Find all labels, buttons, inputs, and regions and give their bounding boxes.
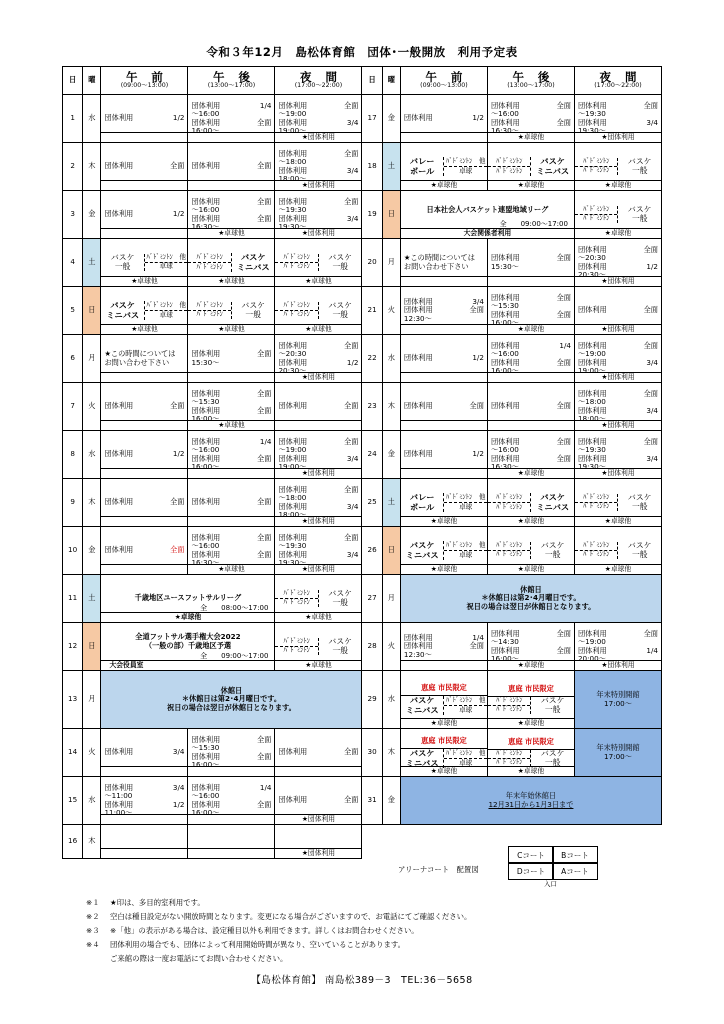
slot-pm: 団体利用 全面 15:30～ (188, 335, 275, 383)
slot-am: 団体利用 全面 (101, 479, 188, 527)
slot-am: 団体利用 3/4 (101, 729, 188, 777)
slot-pm: 団体利用 全面 ～15:30 団体利用 全面 16:00～ ★卓球他 (487, 287, 574, 335)
court-diagram (508, 846, 598, 888)
slot-ev: ﾊﾞﾄﾞﾐﾝﾄﾝ ﾊﾞﾄﾞﾐﾝﾄﾝ バスケ 一般 ★卓球他 (574, 527, 661, 575)
slot-am: 団体利用 1/2 (101, 191, 188, 239)
slot-pm: 団体利用 全面 (188, 143, 275, 191)
footer: 【島松体育館】 南島松389－3 TEL:36－5658 (251, 975, 473, 986)
day-number: 25 (362, 479, 382, 527)
day-number: 21 (362, 287, 382, 335)
slot-pm: 団体利用 全面 ～15:30 団体利用 全面 16:00～ ★卓球他 (188, 383, 275, 431)
day-number: 6 (63, 335, 83, 383)
slot-ev: 団体利用 全面 (275, 383, 362, 431)
page-title: 令和３年12月 島松体育館 団体･一般開放 利用予定表 (206, 45, 518, 59)
day-number: 31 (362, 777, 382, 825)
day-of-week: 水 (382, 335, 400, 383)
court-c: Cコート (508, 846, 554, 864)
slot-am: 団体利用 全面 (101, 143, 188, 191)
day-number: 7 (63, 383, 83, 431)
header-day: 日 (362, 67, 382, 95)
day-of-week: 木 (83, 143, 101, 191)
slot-am: 団体利用 3/4 団体利用 全面 12:30～ (400, 287, 487, 335)
slot-ev: 団体利用 全面 ～19:00 団体利用 1/4 20:00～ ★団体利用 (574, 623, 661, 671)
header-slot: 午後 (13:00～17:00) (188, 67, 275, 95)
slot-am: バスケ ミニバス ﾊﾞﾄﾞﾐﾝﾄﾝ 他 卓球 ★卓球他 (101, 287, 188, 335)
day-of-week: 月 (83, 671, 101, 729)
day-number: 17 (362, 95, 382, 143)
notes (86, 896, 686, 966)
note-line: ※３ ※「他」の表示がある場合は、設定種目以外も利用できます。詳しくはお問合わせください。 (86, 926, 419, 935)
day-of-week: 土 (382, 479, 400, 527)
slot-am: バスケ ミニバス ﾊﾞﾄﾞﾐﾝﾄﾝ 他 卓球 ★卓球他 (400, 527, 487, 575)
slot-pm: ﾊﾞﾄﾞﾐﾝﾄﾝ ﾊﾞﾄﾞﾐﾝﾄﾝ バスケ 一般 ★卓球他 (487, 527, 574, 575)
slot-am: ★この時間については お問い合わせ下さい (400, 239, 487, 287)
day-of-week: 土 (83, 575, 101, 623)
slot-pm: 団体利用 全面 ～15:30 団体利用 全面 16:00～ (188, 729, 275, 777)
slot-pm: 団体利用 全面 ～14:30 団体利用 全面 16:00～ ★卓球他 (487, 623, 574, 671)
slot-pm: 団体利用 1/4 ～16:00 団体利用 全面 16:00～ (487, 335, 574, 383)
header-dow: 曜 (382, 67, 400, 95)
header-day: 日 (63, 67, 83, 95)
day-number: 24 (362, 431, 382, 479)
day-number: 12 (63, 623, 83, 671)
header-slot: 午前 (09:00～13:00) (400, 67, 487, 95)
slot-am: ★この時間については お問い合わせ下さい (101, 335, 188, 383)
court-d: Dコート (508, 862, 554, 880)
slot-pm (188, 825, 275, 859)
slot-pm: ﾊﾞﾄﾞﾐﾝﾄﾝ ﾊﾞﾄﾞﾐﾝﾄﾝ バスケ ミニバス ★卓球他 (188, 239, 275, 287)
header-slot: 午前 (09:00～13:00) (101, 67, 188, 95)
day-number: 18 (362, 143, 382, 191)
event-cell: 千歳地区ユースフットサルリーグ 全 08:00～17:00 ★卓球他 (101, 575, 275, 623)
court-a: Aコート (552, 862, 598, 880)
slot-am: 団体利用 1/4 団体利用 全面 12:30～ (400, 623, 487, 671)
day-number: 27 (362, 575, 382, 623)
closed-day: 休館日 ＊休館日は第2･4月曜日です。 祝日の場合は翌日が休館日となります。 (400, 575, 661, 623)
day-number: 22 (362, 335, 382, 383)
court-label: アリーナコート 配置図 (398, 865, 479, 874)
slot-am: バレー ボール ﾊﾞﾄﾞﾐﾝﾄﾝ 他 卓球 ★卓球他 (400, 479, 487, 527)
special-open: 年末特別開館 17:00～ (574, 729, 661, 777)
day-number: 14 (63, 729, 83, 777)
day-number: 11 (63, 575, 83, 623)
day-number: 4 (63, 239, 83, 287)
slot-ev: ﾊﾞﾄﾞﾐﾝﾄﾝ ﾊﾞﾄﾞﾐﾝﾄﾝ バスケ 一般 ★卓球他 (574, 479, 661, 527)
schedule-table: 日 曜 午前 (09:00～13:00) 午後 (13:00～17:00) 夜間 (17:00～22:00) 日 曜 午前 (09:00～13:00) 午後 (13:00～17:00) 夜間 (17:00～22:00) 1 水 団体利用 1/2 団体利用 1/4 ～16:00 団体利用 全面 16:00～ 団体利用 全面 ～19:00 団体利用 3/4 19:00～ ★団体利用 17 金 団体利用 1/2 団体利用 全面 ～16:00 団体利用 全面 16:30～ ★卓球他 団体利用 全面 ～19:30 団体利用 3/4 19:30～ ★団体利用 2 木 団体利用 全面 団体利用 全面 団体利用 全面 ～18:00 団体利用 3/4 18:00～ ★団体利用 18 土 バレー ボール ﾊﾞﾄﾞﾐﾝﾄﾝ 他 卓球 ★卓球他 ﾊﾞﾄﾞﾐﾝﾄﾝ ﾊﾞﾄﾞﾐﾝﾄﾝ バスケ ミニバス ★卓球他 ﾊﾞﾄﾞﾐﾝﾄﾝ ﾊﾞﾄﾞﾐﾝﾄﾝ バスケ 一般 ★卓球他 3 金 団体利用 1/2 団体利用 全面 ～16:00 団体利用 全面 16:30～ ★卓球他 団体利用 全面 ～19:30 団体利用 3/4 19:30～ ★団体利用 19 日 日本社会人バスケット連盟地域リーグ 全 09:00～17:00 大会関係者利用 ﾊﾞﾄﾞﾐﾝﾄﾝ ﾊﾞﾄﾞﾐﾝﾄﾝ バスケ 一般 ★卓球他 4 土 バスケ 一般 ﾊﾞﾄﾞﾐﾝﾄﾝ 他 卓球 ★卓球他 ﾊﾞﾄﾞﾐﾝﾄﾝ ﾊﾞﾄﾞﾐﾝﾄﾝ バスケ ミニバス ★卓球他 ﾊﾞﾄﾞﾐﾝﾄﾝ ﾊﾞﾄﾞﾐﾝﾄﾝ バスケ 一般 ★卓球他 20 月 ★この時間については お問い合わせ下さい 団体利用 全面 15:30～ 団体利用 全面 ～20:30 団体利用 1/2 20:30～ ★団体利用 5 日 バスケ ミニバス ﾊﾞﾄﾞﾐﾝﾄﾝ 他 卓球 ★卓球他 ﾊﾞﾄﾞﾐﾝﾄﾝ ﾊﾞﾄﾞﾐﾝﾄﾝ バスケ 一般 ★卓球他 ﾊﾞﾄﾞﾐﾝﾄﾝ ﾊﾞﾄﾞﾐﾝﾄﾝ バスケ 一般 ★卓球他 21 火 団体利用 3/4 団体利用 全面 12:30～ 団体利用 全面 ～15:30 団体利用 全面 16:00～ ★卓球他 団体利用 全面 ★団体利用 6 月 ★この時間については お問い合わせ下さい 団体利用 全面 15:30～ 団体利用 全面 ～20:30 団体利用 1/2 20:30～ ★団体利用 22 水 団体利用 1/2 団体利用 1/4 ～16:00 団体利用 全面 16:00～ 団体利用 全面 ～19:00 団体利用 3/4 19:00～ ★団体利用 7 火 団体利用 全面 団体利用 全面 ～15:30 団体利用 全面 16:00～ ★卓球他 団体利用 全面 23 木 団体利用 全面 団体利用 全面 団体利用 全面 ～18:00 団体利用 3/4 18:00～ ★団体利用 8 水 団体利用 1/2 団体利用 1/4 ～16:00 団体利用 全面 16:00～ 団体利用 全面 ～19:00 団体利用 3/4 19:00～ ★団体利用 24 金 団体利用 1/2 団体利用 全面 ～16:00 団体利用 全面 16:30～ ★卓球他 団体利用 全面 ～19:30 団体利用 3/4 19:30～ ★団体利用 9 木 団体利用 全面 団体利用 全面 団体利用 全面 ～18:00 団体利用 3/4 18:00～ ★団体利用 25 土 バレー ボール ﾊﾞﾄﾞﾐﾝﾄﾝ 他 卓球 ★卓球他 ﾊﾞﾄﾞﾐﾝﾄﾝ ﾊﾞﾄﾞﾐﾝﾄﾝ バスケ ミニバス ★卓球他 ﾊﾞﾄﾞﾐﾝﾄﾝ ﾊﾞﾄﾞﾐﾝﾄﾝ バスケ 一般 ★卓球他 10 金 団体利用 全面 団体利用 全面 ～16:00 団体利用 全面 16:30～ ★卓球他 団体利用 全面 ～19:30 団体利用 3/4 19:30～ ★団体利用 26 日 バスケ ミニバス ﾊﾞﾄﾞﾐﾝﾄﾝ 他 卓球 ★卓球他 ﾊﾞﾄﾞﾐﾝﾄﾝ ﾊﾞﾄﾞﾐﾝﾄﾝ バスケ 一般 ★卓球他 ﾊﾞﾄﾞﾐﾝﾄﾝ ﾊﾞﾄﾞﾐﾝﾄﾝ バスケ 一般 ★卓球他 11 土 千歳地区ユースフットサルリーグ 全 08:00～17:00 ★卓球他 ﾊﾞﾄﾞﾐﾝﾄﾝ ﾊﾞﾄﾞﾐﾝﾄﾝ バスケ 一般 ★卓球他 27 月 休館日 ＊休館日は第2･4月曜日です。 祝日の場合は翌日が休館日となります。 12 日 全道フットサル選手権大会2022 （一般の部）千歳地区予選 全 09:00～17:00 大会役員室 ﾊﾞﾄﾞﾐﾝﾄﾝ ﾊﾞﾄﾞﾐﾝﾄﾝ バスケ 一般 ★卓球他 28 火 団体利用 1/4 団体利用 全面 12:30～ 団体利用 全面 ～14:30 団体利用 全面 16:00～ ★卓球他 団体利用 全面 ～19:00 団体利用 1/4 20:00～ ★団体利用 13 月 休館日 ＊休館日は第2･4月曜日です。 祝日の場合は翌日が休館日となります。 29 水 恵庭 市民限定 バスケ ミニバス ﾊﾞﾄﾞﾐﾝﾄﾝ 他 卓球 ★卓球他 恵庭 市民限定 ﾊﾞﾄﾞﾐﾝﾄﾝ ﾊﾞﾄﾞﾐﾝﾄﾝ バスケ 一般 ★卓球他 年末特別開館 17:00～ 14 火 団体利用 3/4 団体利用 全面 ～15:30 団体利用 全面 16:00～ 団体利用 全面 30 木 恵庭 市民限定 バスケ ミニバス ﾊﾞﾄﾞﾐﾝﾄﾝ 他 卓球 ★卓球他 恵庭 市民限定 ﾊﾞﾄﾞﾐﾝﾄﾝ ﾊﾞﾄﾞﾐﾝﾄﾝ バスケ 一般 ★卓球他 年末特別開館 17:00～ 15 水 団体利用 3/4 ～11:00 団体利用 1/2 11:00～ 団体利用 1/4 ～16:00 団体利用 全面 16:00～ 団体利用 全面 ★団体利用 31 金 年末年始休館日 12月31日から1月3日まで 16 木 ★団体利用 (62, 66, 662, 859)
day-number: 5 (63, 287, 83, 335)
day-of-week: 木 (382, 383, 400, 431)
closed-day: 年末年始休館日 12月31日から1月3日まで (400, 777, 661, 825)
day-number: 3 (63, 191, 83, 239)
note-line: ※２ 空白は種目設定がない開放時間となります。変更になる場合がございますので、お電話にてご確認ください。 (86, 912, 472, 921)
event-cell: 日本社会人バスケット連盟地域リーグ 全 09:00～17:00 大会関係者利用 (400, 191, 574, 239)
day-of-week: 火 (382, 287, 400, 335)
day-number: 10 (63, 527, 83, 575)
day-number: 1 (63, 95, 83, 143)
slot-am: 団体利用 全面 (101, 527, 188, 575)
slot-ev: 団体利用 全面 ～19:30 団体利用 3/4 19:30～ ★団体利用 (574, 95, 661, 143)
slot-am: バレー ボール ﾊﾞﾄﾞﾐﾝﾄﾝ 他 卓球 ★卓球他 (400, 143, 487, 191)
slot-am: 団体利用 1/2 (400, 95, 487, 143)
day-of-week: 火 (83, 383, 101, 431)
day-of-week: 月 (382, 575, 400, 623)
header-dow: 曜 (83, 67, 101, 95)
note-line: ※４ 団体利用の場合でも、団体によって利用開始時間が異なり、空いていることがあります。 (86, 940, 406, 949)
slot-pm: 団体利用 1/4 ～16:00 団体利用 全面 16:00～ (188, 95, 275, 143)
day-of-week: 月 (382, 239, 400, 287)
event-cell: 全道フットサル選手権大会2022 （一般の部）千歳地区予選 全 09:00～17:00 大会役員室 (101, 623, 275, 671)
day-number: 20 (362, 239, 382, 287)
slot-ev: 団体利用 全面 (275, 729, 362, 777)
slot-ev: 団体利用 全面 ～20:30 団体利用 1/2 20:30～ ★団体利用 (275, 335, 362, 383)
day-of-week: 木 (83, 825, 101, 859)
day-number: 30 (362, 729, 382, 777)
slot-am: バスケ 一般 ﾊﾞﾄﾞﾐﾝﾄﾝ 他 卓球 ★卓球他 (101, 239, 188, 287)
slot-ev: ★団体利用 (275, 825, 362, 859)
day-of-week: 水 (83, 431, 101, 479)
slot-ev: 団体利用 全面 ★団体利用 (275, 777, 362, 825)
header-slot: 夜間 (17:00～22:00) (275, 67, 362, 95)
slot-pm: 団体利用 全面 ～16:00 団体利用 全面 16:30～ ★卓球他 (487, 431, 574, 479)
day-number: 28 (362, 623, 382, 671)
special-open: 年末特別開館 17:00～ (574, 671, 661, 729)
day-of-week: 木 (83, 479, 101, 527)
day-of-week: 火 (382, 623, 400, 671)
slot-ev: 団体利用 全面 ～18:00 団体利用 3/4 18:00～ ★団体利用 (574, 383, 661, 431)
slot-pm: ﾊﾞﾄﾞﾐﾝﾄﾝ ﾊﾞﾄﾞﾐﾝﾄﾝ バスケ ミニバス ★卓球他 (487, 143, 574, 191)
header-slot: 午後 (13:00～17:00) (487, 67, 574, 95)
slot-pm: 団体利用 1/4 ～16:00 団体利用 全面 16:00～ (188, 777, 275, 825)
court-entrance: 入口 (544, 880, 557, 888)
slot-pm: 団体利用 全面 (188, 479, 275, 527)
slot-ev: 団体利用 全面 ～19:30 団体利用 3/4 19:30～ ★団体利用 (574, 431, 661, 479)
slot-am: 団体利用 3/4 ～11:00 団体利用 1/2 11:00～ (101, 777, 188, 825)
court-b: Bコート (552, 846, 598, 864)
day-number: 23 (362, 383, 382, 431)
slot-ev: 団体利用 全面 ★団体利用 (574, 287, 661, 335)
day-of-week: 水 (382, 671, 400, 729)
day-of-week: 水 (83, 777, 101, 825)
slot-ev: 団体利用 全面 ～19:00 団体利用 3/4 19:00～ ★団体利用 (275, 431, 362, 479)
slot-am: 団体利用 1/2 (101, 95, 188, 143)
slot-ev: ﾊﾞﾄﾞﾐﾝﾄﾝ ﾊﾞﾄﾞﾐﾝﾄﾝ バスケ 一般 ★卓球他 (275, 239, 362, 287)
slot-am: 団体利用 全面 (101, 383, 188, 431)
day-of-week: 火 (83, 729, 101, 777)
day-number: 9 (63, 479, 83, 527)
slot-ev: 団体利用 全面 ～18:00 団体利用 3/4 18:00～ ★団体利用 (275, 143, 362, 191)
day-of-week: 土 (83, 239, 101, 287)
day-of-week: 日 (83, 623, 101, 671)
day-of-week: 金 (382, 777, 400, 825)
slot-pm: 団体利用 1/4 ～16:00 団体利用 全面 16:00～ (188, 431, 275, 479)
slot-ev: 団体利用 全面 ～19:00 団体利用 3/4 19:00～ ★団体利用 (275, 95, 362, 143)
slot-pm: ﾊﾞﾄﾞﾐﾝﾄﾝ ﾊﾞﾄﾞﾐﾝﾄﾝ バスケ 一般 ★卓球他 (188, 287, 275, 335)
day-number: 26 (362, 527, 382, 575)
slot-am: 団体利用 1/2 (101, 431, 188, 479)
slot-ev: 団体利用 全面 ～19:30 団体利用 3/4 19:30～ ★団体利用 (275, 191, 362, 239)
slot-am: 団体利用 全面 (400, 383, 487, 431)
day-of-week: 土 (382, 143, 400, 191)
note-line: ご来館の際は一度お電話にてお問い合わせください。 (110, 954, 288, 963)
slot-am: 団体利用 1/2 (400, 335, 487, 383)
closed-day: 休館日 ＊休館日は第2･4月曜日です。 祝日の場合は翌日が休館日となります。 (101, 671, 362, 729)
slot-pm: 団体利用 全面 (487, 383, 574, 431)
slot-ev: 団体利用 全面 ～19:30 団体利用 3/4 19:30～ ★団体利用 (275, 527, 362, 575)
header-slot: 夜間 (17:00～22:00) (574, 67, 661, 95)
slot-am (101, 825, 188, 859)
slot-am: 団体利用 1/2 (400, 431, 487, 479)
day-of-week: 日 (382, 527, 400, 575)
day-number: 19 (362, 191, 382, 239)
day-of-week: 金 (382, 431, 400, 479)
slot-pm: 団体利用 全面 ～16:00 団体利用 全面 16:30～ ★卓球他 (188, 191, 275, 239)
day-number: 13 (63, 671, 83, 729)
note-line: ※１ ★印は、多目的室利用です。 (86, 898, 205, 907)
day-of-week: 水 (83, 95, 101, 143)
slot-pm: 団体利用 全面 ～16:00 団体利用 全面 16:30～ ★卓球他 (487, 95, 574, 143)
slot-ev: ﾊﾞﾄﾞﾐﾝﾄﾝ ﾊﾞﾄﾞﾐﾝﾄﾝ バスケ 一般 ★卓球他 (275, 287, 362, 335)
day-of-week: 金 (382, 95, 400, 143)
day-of-week: 木 (382, 729, 400, 777)
slot-pm: 団体利用 全面 ～16:00 団体利用 全面 16:30～ ★卓球他 (188, 527, 275, 575)
day-of-week: 日 (83, 287, 101, 335)
slot-ev: ﾊﾞﾄﾞﾐﾝﾄﾝ ﾊﾞﾄﾞﾐﾝﾄﾝ バスケ 一般 ★卓球他 (574, 143, 661, 191)
day-of-week: 金 (83, 527, 101, 575)
day-number: 29 (362, 671, 382, 729)
day-of-week: 日 (382, 191, 400, 239)
slot-pm: 団体利用 全面 15:30～ (487, 239, 574, 287)
day-of-week: 月 (83, 335, 101, 383)
slot-ev: 団体利用 全面 ～18:00 団体利用 3/4 18:00～ ★団体利用 (275, 479, 362, 527)
day-number: 15 (63, 777, 83, 825)
day-number: 2 (63, 143, 83, 191)
slot-ev: 団体利用 全面 ～20:30 団体利用 1/2 20:30～ ★団体利用 (574, 239, 661, 287)
day-of-week: 金 (83, 191, 101, 239)
day-number: 8 (63, 431, 83, 479)
day-number: 16 (63, 825, 83, 859)
slot-pm: ﾊﾞﾄﾞﾐﾝﾄﾝ ﾊﾞﾄﾞﾐﾝﾄﾝ バスケ ミニバス ★卓球他 (487, 479, 574, 527)
slot-ev: 団体利用 全面 ～19:00 団体利用 3/4 19:00～ ★団体利用 (574, 335, 661, 383)
